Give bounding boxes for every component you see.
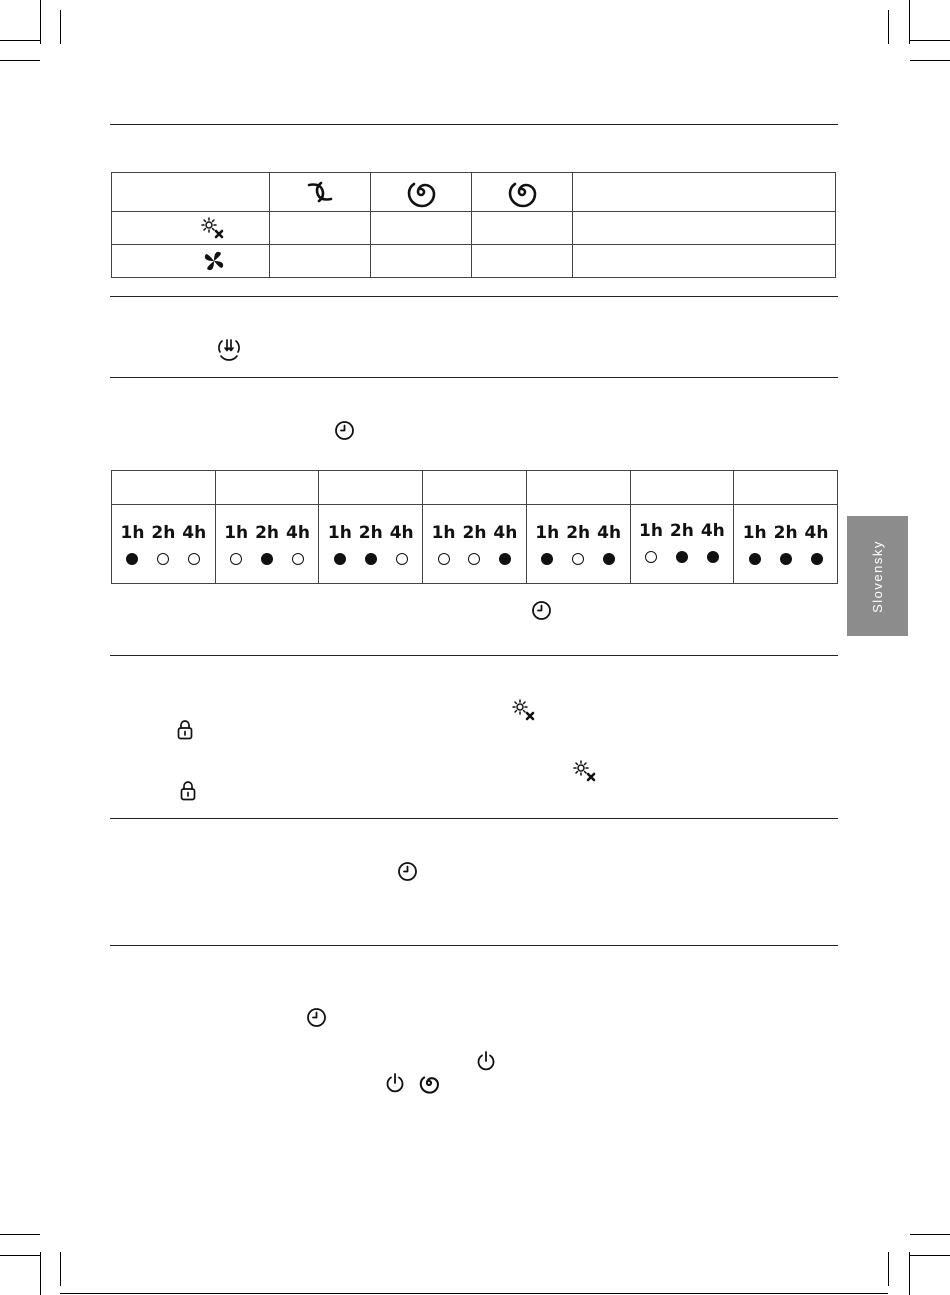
- crop-mark: [888, 10, 889, 44]
- lock-icon: [177, 719, 193, 741]
- timer-label: 2h: [566, 523, 591, 543]
- timer-label: 1h: [224, 523, 249, 543]
- indicator-off: [468, 553, 480, 565]
- table-cell: [319, 471, 423, 505]
- fan-icon: [203, 250, 225, 272]
- indicator-on: [365, 553, 377, 565]
- speed-table: [111, 172, 836, 278]
- crop-mark: [910, 40, 950, 41]
- light-sensor-icon: [573, 760, 597, 782]
- indicator-on: [707, 551, 719, 563]
- indicator-on: [603, 553, 615, 565]
- timer-label: 4h: [182, 523, 207, 543]
- crop-mark: [910, 60, 950, 61]
- timer-label: 4h: [286, 523, 310, 543]
- indicator-on: [780, 553, 792, 565]
- table-cell: [371, 245, 472, 278]
- timer-label: 1h: [535, 523, 560, 543]
- table-cell: [472, 212, 573, 245]
- power-icon: [385, 1072, 405, 1094]
- timer-icon: [397, 861, 418, 882]
- speed-1-icon: [405, 176, 437, 208]
- lock-icon: [180, 780, 196, 802]
- table-cell: [112, 212, 270, 245]
- indicator-off: [188, 553, 200, 565]
- timer-combination-cell: [423, 505, 527, 584]
- crop-mark: [910, 1255, 950, 1256]
- indicator-on: [126, 553, 138, 565]
- table-cell: [112, 173, 270, 212]
- timer-table: [111, 470, 838, 584]
- section-divider: [110, 124, 838, 125]
- indicator-off: [645, 551, 657, 563]
- timer-label: 1h: [120, 523, 145, 543]
- table-cell: [371, 212, 472, 245]
- table-cell: [573, 173, 836, 212]
- language-tab-label: Slovensky: [870, 539, 885, 613]
- crop-mark: [910, 1234, 950, 1235]
- crop-mark: [0, 40, 40, 41]
- indicator-on: [334, 553, 346, 565]
- section-divider: [110, 818, 838, 819]
- timer-label: 4h: [597, 523, 622, 543]
- timer-label: 4h: [389, 523, 414, 543]
- indicator-on: [261, 553, 273, 565]
- crop-mark: [0, 1234, 40, 1235]
- crop-mark: [60, 10, 61, 44]
- speed-table-row: [112, 212, 836, 245]
- timer-combination-cell: [215, 505, 319, 584]
- table-cell: [112, 471, 216, 505]
- table-cell: [472, 173, 573, 212]
- timer-label: 4h: [493, 523, 518, 543]
- timer-label: 1h: [639, 521, 663, 541]
- timer-combination-cell: [630, 505, 734, 584]
- timer-label: 2h: [151, 523, 176, 543]
- speed-table-row: [112, 245, 836, 278]
- indicator-off: [230, 553, 242, 565]
- language-tab[interactable]: [847, 516, 908, 636]
- table-cell: [573, 212, 836, 245]
- timer-label: 2h: [358, 523, 383, 543]
- speed-icon: [418, 1072, 440, 1094]
- timer-combination-cell: [734, 505, 838, 584]
- light-sensor-icon: [512, 699, 536, 721]
- timer-combination-cell: [526, 505, 630, 584]
- speed-2-icon: [506, 176, 538, 208]
- timer-label: 1h: [327, 523, 352, 543]
- indicator-off: [292, 553, 304, 565]
- table-cell: [630, 471, 734, 505]
- indicator-on: [749, 553, 761, 565]
- section-divider: [110, 945, 838, 946]
- power-icon: [476, 1050, 496, 1072]
- indicator-on: [541, 553, 553, 565]
- crop-mark: [0, 1255, 40, 1256]
- crop-mark: [40, 0, 41, 44]
- timer-label: 4h: [804, 523, 829, 543]
- timer-label: 2h: [669, 521, 694, 541]
- timer-icon: [531, 600, 552, 621]
- table-cell: [270, 173, 371, 212]
- crop-mark: [60, 1252, 61, 1286]
- page-bottom-line: [60, 1293, 888, 1294]
- table-cell: [472, 245, 573, 278]
- table-cell: [215, 471, 319, 505]
- timer-combination-cell: [112, 505, 216, 584]
- table-cell: [270, 245, 371, 278]
- table-cell: [270, 212, 371, 245]
- timer-table-row: [112, 505, 838, 584]
- table-cell: [734, 471, 838, 505]
- indicator-on: [676, 551, 688, 563]
- crop-mark: [0, 60, 40, 61]
- timer-label: 2h: [462, 523, 487, 543]
- sleep-speed-icon: [305, 177, 335, 207]
- section-divider: [110, 655, 838, 656]
- timer-label: 2h: [255, 523, 280, 543]
- crop-mark: [909, 0, 910, 44]
- indicator-on: [499, 553, 511, 565]
- table-cell: [371, 173, 472, 212]
- timer-label: 1h: [742, 523, 767, 543]
- indicator-off: [438, 553, 450, 565]
- table-cell: [112, 245, 270, 278]
- section-divider: [110, 377, 838, 378]
- crop-mark: [40, 1252, 41, 1295]
- timer-label: 2h: [773, 523, 798, 543]
- timer-label: 4h: [700, 521, 725, 541]
- indicator-off: [396, 553, 408, 565]
- table-cell: [423, 471, 527, 505]
- timer-combination-cell: [319, 505, 423, 584]
- indicator-off: [572, 553, 584, 565]
- timer-label: 1h: [431, 523, 456, 543]
- timer-icon: [306, 1007, 327, 1028]
- crop-mark: [888, 1252, 889, 1286]
- light-sensor-icon: [201, 217, 225, 239]
- timer-table-header: [112, 471, 838, 505]
- table-cell: [526, 471, 630, 505]
- timer-icon: [334, 420, 355, 441]
- indicator-off: [157, 553, 169, 565]
- indicator-on: [811, 553, 823, 565]
- crop-mark: [909, 1252, 910, 1295]
- section-divider: [110, 296, 838, 297]
- speed-table-header: [112, 173, 836, 212]
- table-cell: [573, 245, 836, 278]
- reset-icon: [217, 337, 241, 363]
